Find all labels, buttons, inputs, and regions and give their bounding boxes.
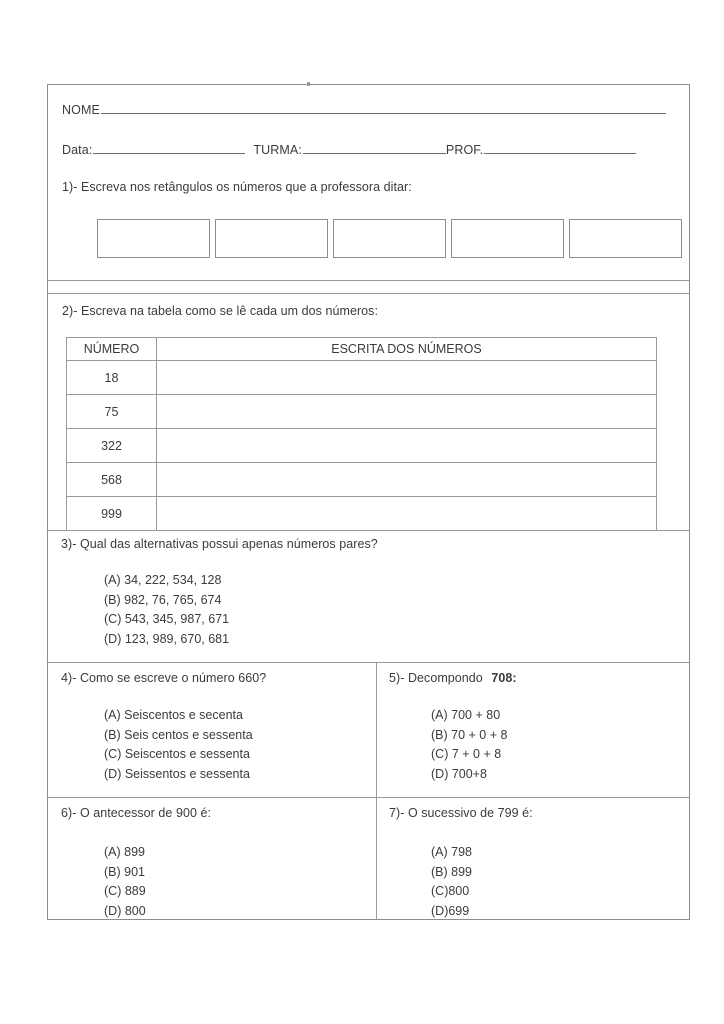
- date-input-rule[interactable]: [93, 142, 245, 154]
- table-cell-escrita[interactable]: [157, 497, 657, 531]
- question-4-prompt: 4)- Como se escreve o número 660?: [61, 671, 267, 685]
- option-b[interactable]: (B) 982, 76, 765, 674: [104, 592, 222, 607]
- number-writing-table: [66, 337, 657, 531]
- name-label: NOME: [62, 103, 100, 117]
- question-7-prompt: 7)- O sucessivo de 799 é:: [389, 806, 533, 820]
- name-input-rule[interactable]: [101, 102, 666, 114]
- option-c[interactable]: (C)800: [431, 884, 470, 898]
- dictation-box-2[interactable]: [215, 219, 328, 258]
- option-b[interactable]: (B) Seis centos e sessenta: [104, 727, 253, 742]
- table-cell-escrita[interactable]: [157, 429, 657, 463]
- table-cell-escrita[interactable]: [157, 361, 657, 395]
- table-cell-numero: 568: [67, 463, 157, 497]
- dictation-box-1[interactable]: [97, 219, 210, 258]
- table-row: [67, 463, 657, 497]
- question-6-prompt: 6)- O antecessor de 900 é:: [61, 806, 211, 820]
- option-b[interactable]: (B) 899: [431, 864, 472, 879]
- option-d[interactable]: (D)699: [431, 903, 470, 918]
- dictation-box-4[interactable]: [451, 219, 564, 258]
- option-c[interactable]: (C) 7 + 0 + 8: [431, 747, 502, 761]
- option-d[interactable]: (D) Seissentos e sessenta: [104, 766, 250, 781]
- table-header-escrita: ESCRITA DOS NÚMEROS: [157, 338, 657, 361]
- option-d[interactable]: (D) 700+8: [431, 766, 487, 781]
- table-row: [67, 361, 657, 395]
- dictation-box-5[interactable]: [569, 219, 682, 258]
- question-2-prompt: 2)- Escreva na tabela como se lê cada um dos números:: [62, 304, 378, 318]
- option-b[interactable]: (B) 901: [104, 864, 145, 879]
- question-3-prompt: 3)- Qual das alternativas possui apenas números pares?: [61, 537, 378, 551]
- option-a[interactable]: (A) 899: [104, 845, 145, 859]
- table-cell-numero: 18: [67, 361, 157, 395]
- table-cell-numero: 322: [67, 429, 157, 463]
- option-d[interactable]: (D) 800: [104, 903, 146, 918]
- option-a[interactable]: (A) 798: [431, 845, 472, 859]
- page-top-mark: [307, 82, 310, 86]
- table-row: [67, 395, 657, 429]
- section-1-bottom-divider: [48, 280, 689, 281]
- table-cell-escrita[interactable]: [157, 395, 657, 429]
- date-class-teacher-row: [62, 142, 636, 157]
- class-input-rule[interactable]: [303, 142, 446, 154]
- option-a[interactable]: (A) Seiscentos e secenta: [104, 708, 243, 722]
- teacher-input-rule[interactable]: [484, 142, 636, 154]
- question-1-prompt: 1)- Escreva nos retângulos os números que a professora ditar:: [62, 180, 412, 194]
- date-label: Data:: [62, 143, 93, 157]
- option-c[interactable]: (C) 543, 345, 987, 671: [104, 612, 230, 626]
- table-header-row: [67, 338, 657, 361]
- table-row: [67, 497, 657, 531]
- option-c[interactable]: (C) Seiscentos e sessenta: [104, 747, 250, 761]
- spacer-band-divider: [48, 293, 689, 294]
- question-5-prompt-number: 708:: [491, 671, 517, 685]
- option-c[interactable]: (C) 889: [104, 884, 146, 898]
- name-field-row: [62, 102, 666, 117]
- table-cell-escrita[interactable]: [157, 463, 657, 497]
- table-cell-numero: 999: [67, 497, 157, 531]
- table-cell-numero: 75: [67, 395, 157, 429]
- teacher-label: PROF.: [445, 143, 484, 157]
- option-b[interactable]: (B) 70 + 0 + 8: [431, 727, 508, 742]
- table-header-numero: NÚMERO: [67, 338, 157, 361]
- dictation-box-3[interactable]: [333, 219, 446, 258]
- option-d[interactable]: (D) 123, 989, 670, 681: [104, 631, 230, 646]
- class-label: TURMA:: [253, 143, 302, 157]
- option-a[interactable]: (A) 700 + 80: [431, 708, 501, 722]
- question-5-prompt-prefix: 5)- Decompondo: [389, 671, 483, 685]
- table-row: [67, 429, 657, 463]
- option-a[interactable]: (A) 34, 222, 534, 128: [104, 573, 222, 587]
